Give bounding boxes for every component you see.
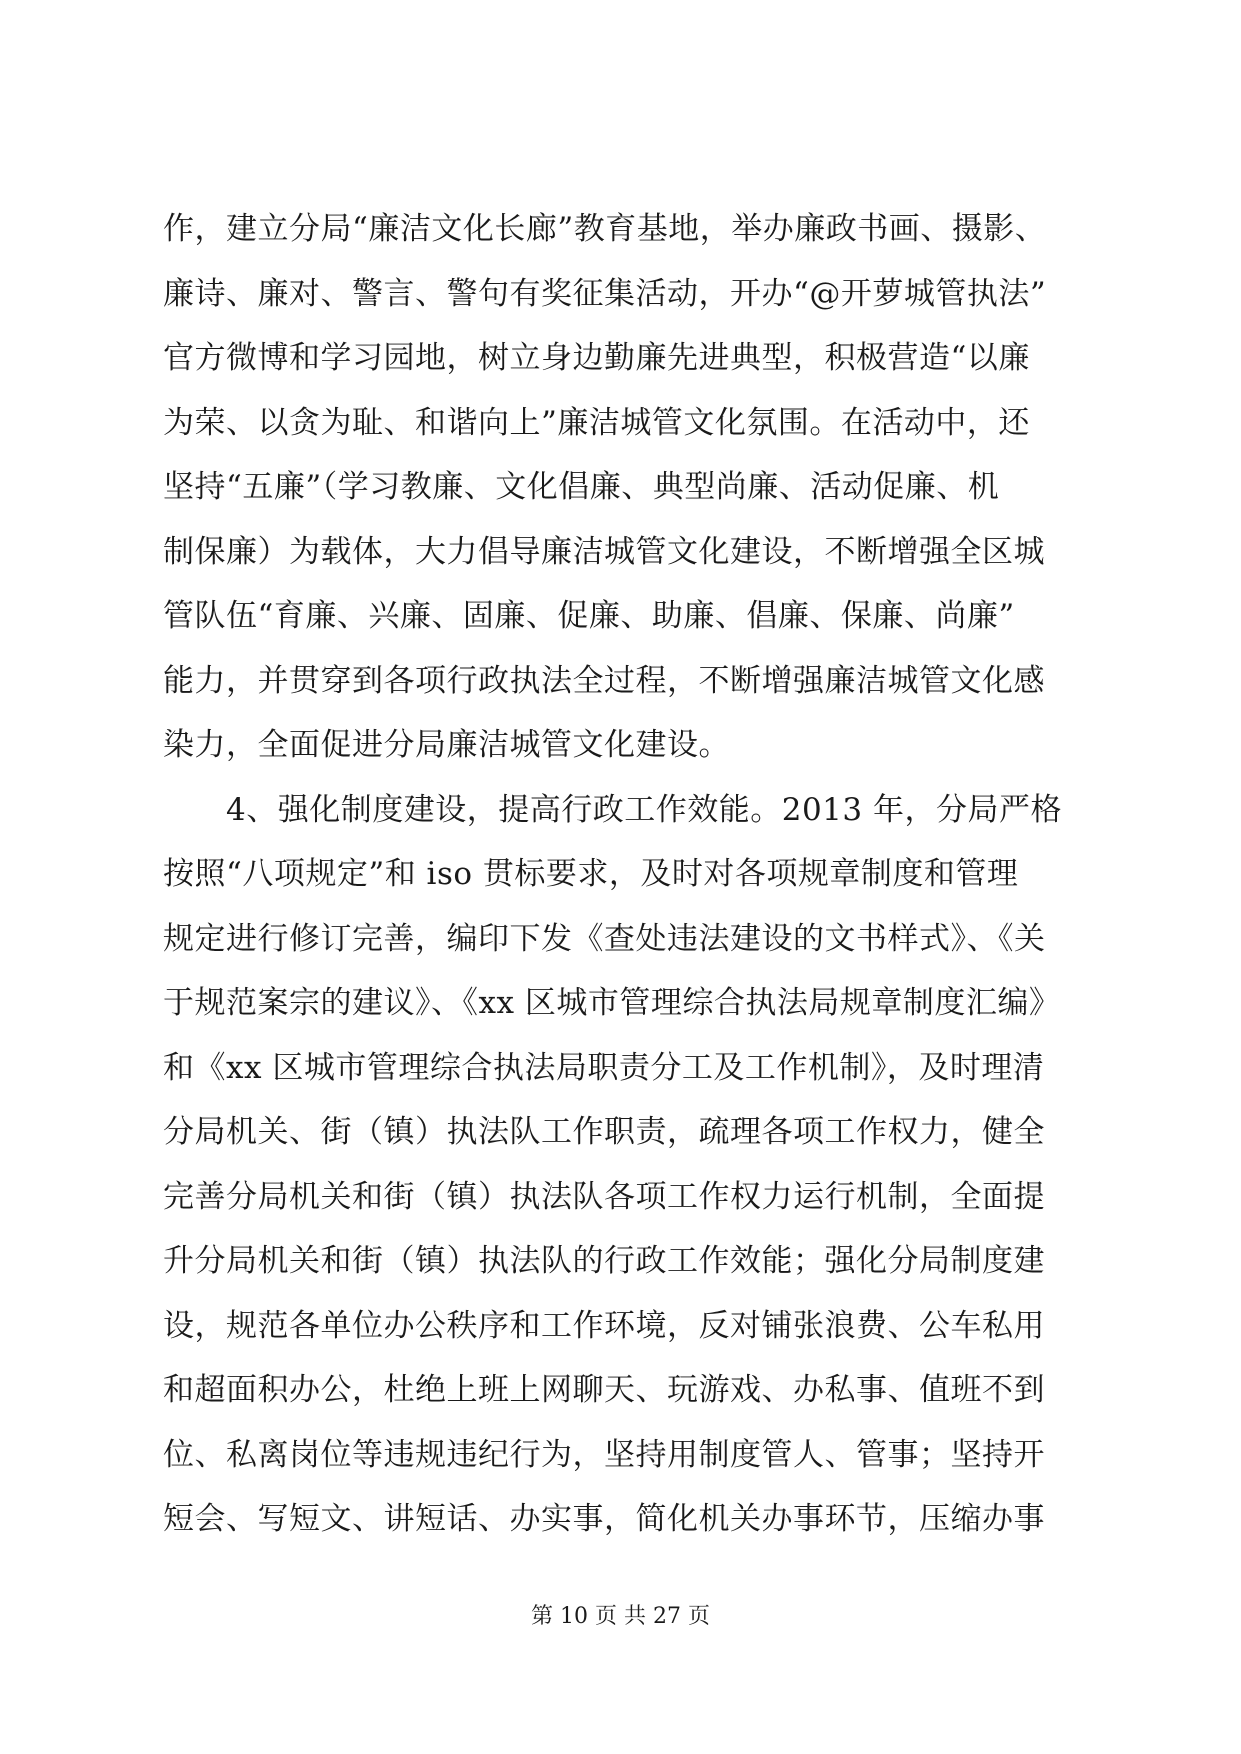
text-line: 管队伍“育廉、兴廉、固廉、促廉、助廉、倡廉、保廉、尚廉”	[163, 598, 1015, 634]
text-line: 短会、写短文、讲短话、办实事，简化机关办事环节，压缩办事	[163, 1501, 1045, 1537]
text-line: 分局机关、街（镇）执法队工作职责，疏理各项工作权力，健全	[163, 1114, 1045, 1150]
text-line: 制保廉）为载体，大力倡导廉洁城管文化建设，不断增强全区城	[163, 533, 1045, 570]
body-text	[163, 197, 1083, 1552]
text-line: 和《xx 区城市管理综合执法局职责分工及工作机制》，及时理清	[163, 1049, 1045, 1086]
text-line: 染力，全面促进分局廉洁城管文化建设。	[163, 727, 730, 763]
page-number-footer: 第 10 页 共 27 页	[531, 1604, 710, 1629]
text-line: 位、私离岗位等违规违纪行为，坚持用制度管人、管事；坚持开	[163, 1436, 1045, 1473]
text-line: 和超面积办公，杜绝上班上网聊天、玩游戏、办私事、值班不到	[163, 1372, 1045, 1408]
text-line: 按照“八项规定”和 iso 贯标要求，及时对各项规章制度和管理	[163, 856, 1019, 892]
text-line: 能力，并贯穿到各项行政执法全过程，不断增强廉洁城管文化感	[163, 662, 1045, 699]
text-line: 于规范案宗的建议》、《xx 区城市管理综合执法局规章制度汇编》	[163, 985, 1061, 1021]
text-line: 4、强化制度建设，提高行政工作效能。2013 年，分局严格	[163, 791, 1062, 828]
text-line: 设，规范各单位办公秩序和工作环境，反对铺张浪费、公车私用	[163, 1307, 1045, 1344]
text-line: 作，建立分局“廉洁文化长廊”教育基地，举办廉政书画、摄影、	[163, 211, 1047, 247]
text-line: 升分局机关和街（镇）执法队的行政工作效能；强化分局制度建	[163, 1243, 1045, 1279]
text-line: 官方微博和学习园地，树立身边勤廉先进典型，积极营造“以廉	[163, 340, 1030, 376]
text-line: 坚持“五廉”（学习教廉、文化倡廉、典型尚廉、活动促廉、机	[163, 469, 1000, 505]
text-line: 为荣、以贪为耻、和谐向上”廉洁城管文化氛围。在活动中，还	[163, 404, 1030, 441]
text-line: 廉诗、廉对、警言、警句有奖征集活动，开办“@开萝城管执法”	[163, 275, 1047, 312]
text-line: 完善分局机关和街（镇）执法队各项工作权力运行机制，全面提	[163, 1178, 1045, 1215]
text-line: 规定进行修订完善，编印下发《查处违法建设的文书样式》、《关	[163, 920, 1046, 957]
